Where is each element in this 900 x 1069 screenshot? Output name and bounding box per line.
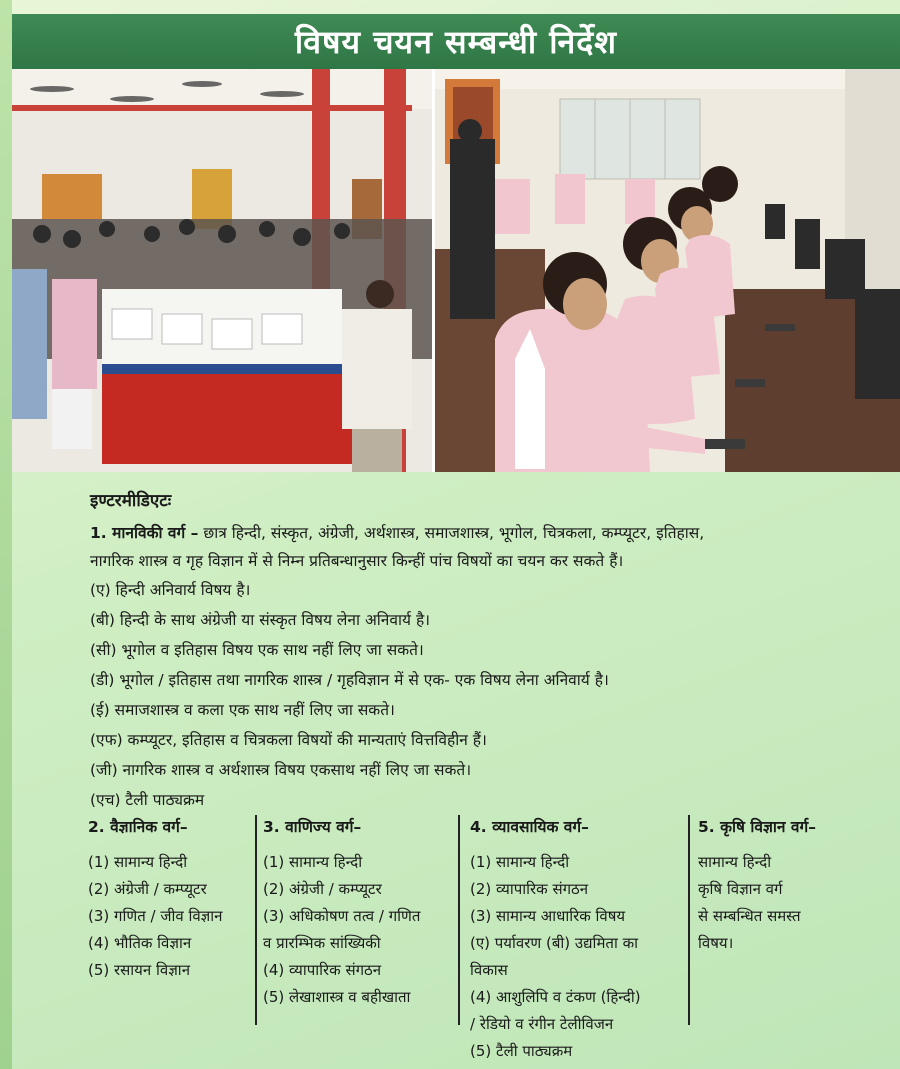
vocational-title: 4. व्यावसायिक वर्ग– <box>470 818 589 836</box>
exhibition-photo <box>12 69 432 472</box>
list-item: (2) अंग्रेजी / कम्प्यूटर <box>263 880 382 898</box>
list-item: (4) आशुलिपि व टंकण (हिन्दी) <box>470 988 641 1006</box>
list-item: (2) अंग्रेजी / कम्प्यूटर <box>88 880 207 898</box>
rule-item: (बी) हिन्दी के साथ अंग्रेजी या संस्कृत विषय लेना अनिवार्य है। <box>90 611 431 629</box>
rule-item: (डी) भूगोल / इतिहास तथा नागरिक शास्त्र / गृहविज्ञान में से एक- एक विषय लेना अनिवार्य है। <box>90 671 609 689</box>
list-item: व प्रारम्भिक सांख्यिकी <box>263 934 381 952</box>
agriculture-column <box>698 815 883 1025</box>
list-item: विषय। <box>698 934 734 952</box>
computer-lab-photo <box>432 69 900 472</box>
list-item: (3) गणित / जीव विज्ञान <box>88 907 223 925</box>
humanities-intro-line2: नागरिक शास्त्र व गृह विज्ञान में से निम्न प्रतिबन्धानुसार किन्हीं पांच विषयों का चयन कर सकते हैं। <box>90 552 624 570</box>
list-item: (1) सामान्य हिन्दी <box>88 853 188 871</box>
list-item: (5) टैली पाठ्यक्रम <box>470 1042 573 1060</box>
rule-item: (ई) समाजशास्त्र व कला एक साथ नहीं लिए जा सकते। <box>90 701 395 719</box>
exhibition-hall-illustration <box>12 69 432 472</box>
stream-columns <box>88 815 888 1065</box>
rule-item: (ए) हिन्दी अनिवार्य विषय है। <box>90 581 251 599</box>
list-item: (2) व्यापारिक संगठन <box>470 880 589 898</box>
list-item: (3) अधिकोषण तत्व / गणित <box>263 907 421 925</box>
humanities-intro <box>90 519 870 547</box>
page-title: विषय चयन सम्बन्धी निर्देश <box>294 23 618 61</box>
list-item: (1) सामान्य हिन्दी <box>470 853 570 871</box>
agriculture-title: 5. कृषि विज्ञान वर्ग– <box>698 818 817 836</box>
list-item: से सम्बन्धित समस्त <box>698 907 801 925</box>
list-item: (4) व्यापारिक संगठन <box>263 961 382 979</box>
list-item: (4) भौतिक विज्ञान <box>88 934 192 952</box>
column-divider <box>458 815 460 1025</box>
humanities-intro-line1: छात्र हिन्दी, संस्कृत, अंग्रेजी, अर्थशास्त्र, समाजशास्त्र, भूगोल, चित्रकला, कम्प्यूटर, इतिहास, <box>203 524 705 542</box>
list-item: (ए) पर्यावरण (बी) उद्यमिता का <box>470 934 639 952</box>
humanities-title: 1. मानविकी वर्ग – <box>90 524 199 542</box>
computer-lab-illustration <box>435 69 900 472</box>
main-content <box>90 484 870 815</box>
science-column <box>88 815 258 1025</box>
list-item: / रेडियो व रंगीन टेलीविजन <box>470 1015 614 1033</box>
list-item: विकास <box>470 961 508 979</box>
list-item: (5) लेखाशास्त्र व बहीखाता <box>263 988 411 1006</box>
rule-item: (एफ) कम्प्यूटर, इतिहास व चित्रकला विषयों की मान्यताएं वित्तविहीन हैं। <box>90 731 487 749</box>
science-title: 2. वैज्ञानिक वर्ग– <box>88 818 188 836</box>
list-item: सामान्य हिन्दी <box>698 853 772 871</box>
list-item: (1) सामान्य हिन्दी <box>263 853 363 871</box>
column-divider <box>688 815 690 1025</box>
page-edge-strip <box>0 0 12 1069</box>
list-item: (5) रसायन विज्ञान <box>88 961 191 979</box>
commerce-title: 3. वाणिज्य वर्ग– <box>263 818 362 836</box>
title-banner <box>12 14 900 71</box>
rule-item: (सी) भूगोल व इतिहास विषय एक साथ नहीं लिए जा सकते। <box>90 641 424 659</box>
intermediate-heading: इण्टरमीडिएटः <box>90 491 172 511</box>
commerce-column <box>263 815 463 1025</box>
rule-item: (जी) नागरिक शास्त्र व अर्थशास्त्र विषय एकसाथ नहीं लिए जा सकते। <box>90 761 472 779</box>
vocational-column <box>470 815 692 1060</box>
list-item: (3) सामान्य आधारिक विषय <box>470 907 626 925</box>
column-divider <box>255 815 257 1025</box>
list-item: कृषि विज्ञान वर्ग <box>698 880 783 898</box>
rule-item: (एच) टैली पाठ्यक्रम <box>90 791 205 809</box>
